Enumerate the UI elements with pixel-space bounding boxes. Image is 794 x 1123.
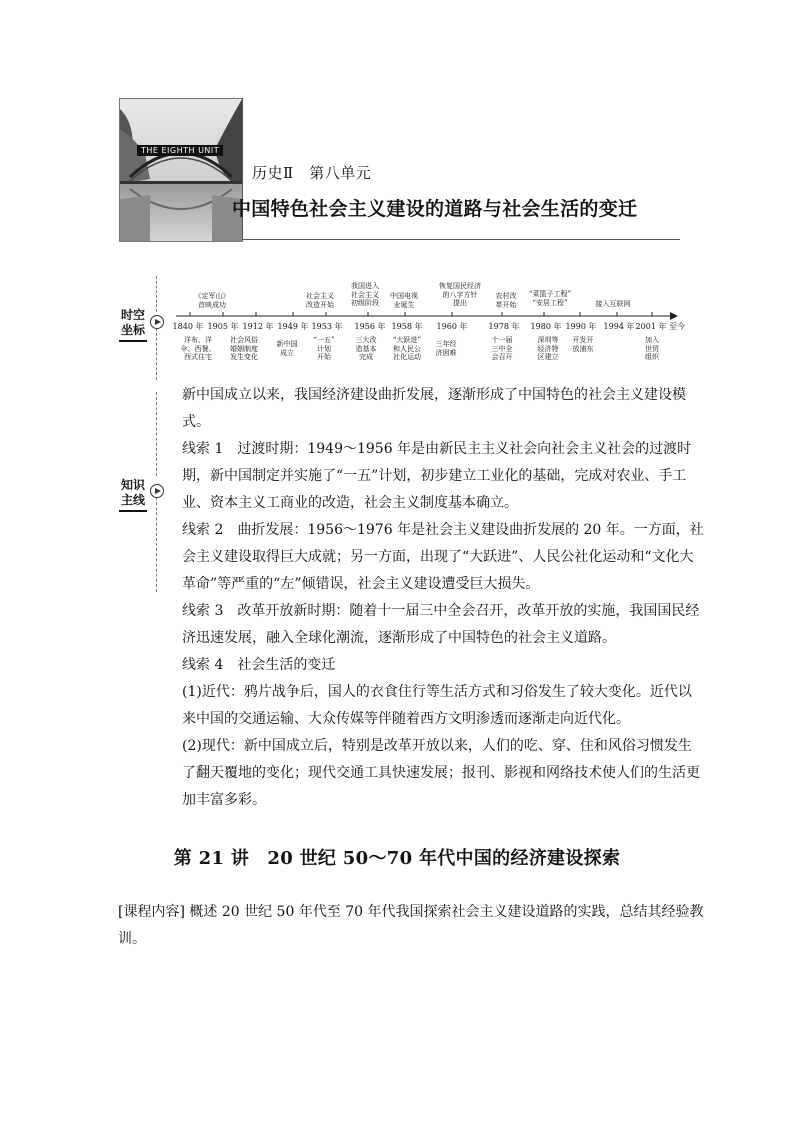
clue-4-early-modern-paragraph: (1)近代：鸦片战争后，国人的衣食住行等生活方式和习俗发生了较大变化。近代以来中国的交通运输、大众传媒等伴随着西方文明渗透而逐渐走向近代化。 <box>182 684 692 727</box>
lecture-title: 第 21 讲 20 世纪 50～70 年代中国的经济建设探索 <box>173 848 621 869</box>
timeline-year: 1840 年 <box>172 322 204 331</box>
timeline-year: 1980 年 <box>530 322 562 331</box>
timeline-event-above <box>390 292 418 309</box>
event-line: 济困难 <box>435 348 457 357</box>
timeline-event-below <box>313 336 334 362</box>
timeline-event-below <box>538 336 559 362</box>
section-subtitle: 历史Ⅱ 第八单元 <box>252 164 372 182</box>
event-line: 成立 <box>280 348 294 357</box>
timeline-year: 1994 年 <box>603 322 635 331</box>
clue-4-heading: 线索 4 社会生活的变迁 <box>182 657 336 673</box>
timeline-event-below <box>492 336 513 362</box>
event-line: 加入 <box>645 336 659 344</box>
event-line: “菜篮子工程” <box>528 290 572 298</box>
timeline-event-below <box>436 340 457 357</box>
event-line: 新中国 <box>276 340 298 348</box>
timeline-event-above <box>195 292 230 309</box>
knowledge-label-line-2: 主线 <box>120 493 145 507</box>
event-line: 我国进入 <box>351 282 379 290</box>
event-line: 《定军山》 <box>194 292 230 300</box>
bridge-photo-illustration <box>120 99 242 241</box>
timeline-year: 1960 年 <box>436 322 468 331</box>
timeline-divider-top <box>156 276 157 312</box>
event-line: 的八字方针 <box>442 290 478 299</box>
timeline-year: 至今 <box>669 322 685 331</box>
timeline-event-above <box>439 282 481 308</box>
event-line: 提出 <box>453 299 467 307</box>
timeline-event-below <box>356 336 377 362</box>
event-line: 改造开始 <box>306 300 334 309</box>
timeline-event-above <box>529 290 571 307</box>
timeline-event-below <box>393 336 421 362</box>
event-line: “一五” <box>313 336 335 344</box>
knowledge-label-underline <box>119 510 147 512</box>
event-line: 中国电视 <box>390 292 418 300</box>
timeline-year: 1905 年 <box>207 322 239 331</box>
timeline-event-above <box>306 292 334 309</box>
event-line: 开发开 <box>572 336 594 344</box>
timeline-event-below <box>645 336 659 362</box>
timeline-year: 1978 年 <box>488 322 520 331</box>
event-line: 恢复国民经济 <box>439 282 481 290</box>
clue-3-paragraph: 线索 3 改革开放新时期：随着十一届三中全会召开，改革开放的实施，我国国民经济迅速发展，融入全球化潮流，逐渐形成了中国特色的社会主义道路。 <box>182 603 700 646</box>
header-divider-horizontal <box>242 239 680 240</box>
event-line: 世贸 <box>645 344 659 353</box>
event-line: “安居工程” <box>532 298 568 307</box>
knowledge-label-line-1: 知识 <box>120 478 145 492</box>
event-line: 十一届 <box>491 336 513 344</box>
unit-label-banner: THE EIGHTH UNIT <box>137 145 223 156</box>
event-line: 洋布、洋 <box>184 336 212 344</box>
event-line: 三中全 <box>491 344 513 353</box>
event-line: 开始 <box>316 353 331 361</box>
timeline-divider-bottom <box>156 328 157 380</box>
clue-1-paragraph: 线索 1 过渡时期：1949～1956 年是由新民主主义社会向社会主义社会的过渡时期，新中国制定并实施了“一五”计划，初步建立工业化的基础，完成对农业、手工业、资本主义工商业的改造，社会主义制度基本确立。 <box>182 441 692 511</box>
timeline-section-label <box>116 308 150 342</box>
timeline-event-below <box>573 336 594 353</box>
history-timeline <box>172 262 692 380</box>
event-line: 伞、西餐、 <box>180 344 216 353</box>
timeline-label-underline <box>119 340 147 342</box>
knowledge-divider-top <box>156 392 157 476</box>
timeline-year: 1912 年 <box>242 322 274 331</box>
knowledge-divider-bottom <box>156 492 157 592</box>
timeline-year: 1958 年 <box>391 322 423 331</box>
timeline-event-above <box>496 292 517 309</box>
timeline-year: 1953 年 <box>311 322 343 331</box>
play-circle-icon <box>150 484 164 498</box>
event-line: 和人民公 <box>392 344 421 353</box>
event-line: 接入互联网 <box>595 300 631 308</box>
course-content <box>118 899 710 953</box>
clue-2-paragraph: 线索 2 曲折发展：1956～1976 年是社会主义建设曲折发展的 20 年。一方面，社会主义建设取得巨大成就；另一方面，出现了“大跃进”、人民公社化运动和“文化大革命”等严重的“左”倾错误，社会主义建设遭受巨大损失。 <box>182 522 704 592</box>
event-line: 社会主义 <box>351 290 379 299</box>
course-content-label: [课程内容] <box>118 904 185 920</box>
event-line: 首映成功 <box>198 300 226 309</box>
event-line: 社化运动 <box>392 353 421 361</box>
event-line: 发生变化 <box>230 353 258 361</box>
timeline-label-line-2: 坐标 <box>120 323 145 337</box>
timeline-event-below <box>277 340 298 357</box>
event-line: 革开始 <box>495 300 517 309</box>
timeline-year: 2001 年 <box>635 322 667 331</box>
course-content-text: 概述 20 世纪 50 年代至 70 年代我国探索社会主义建设道路的实践，总结其经验教训。 <box>118 904 704 947</box>
event-line: 西式住宅 <box>184 353 212 361</box>
play-circle-icon <box>150 315 164 329</box>
event-line: 计划 <box>316 344 331 353</box>
unit-title: 中国特色社会主义建设的道路与社会生活的变迁 <box>232 198 638 220</box>
timeline-event-above <box>596 300 631 309</box>
event-line: 组织 <box>645 353 659 361</box>
event-line: 区建立 <box>537 353 559 361</box>
event-line: 社会主义 <box>306 292 334 300</box>
event-line: 三年经 <box>435 340 457 348</box>
event-line: 初级阶段 <box>351 299 379 307</box>
event-line: 深圳等 <box>537 336 559 344</box>
timeline-event-above <box>351 282 379 308</box>
clue-4-contemporary-paragraph: (2)现代：新中国成立后，特别是改革开放以来，人们的吃、穿、住和风俗习惯发生了翻天覆地的变化；现代交通工具快速发展；报刊、影视和网络技术使人们的生活更加丰富多彩。 <box>182 738 700 808</box>
event-line: 会召开 <box>491 353 513 361</box>
timeline-year: 1990 年 <box>565 322 597 331</box>
timeline-event-below <box>230 336 258 362</box>
event-line: 三大改 <box>355 336 377 344</box>
timeline-event-below <box>181 336 216 362</box>
timeline-label-line-1: 时空 <box>120 308 145 322</box>
intro-paragraph: 新中国成立以来，我国经济建设曲折发展，逐渐形成了中国特色的社会主义建设模式。 <box>182 387 686 430</box>
event-line: 婚姻制度 <box>230 344 258 353</box>
event-line: 社会风俗 <box>230 336 258 344</box>
event-line: 农村改 <box>495 292 517 300</box>
event-line: 放浦东 <box>572 344 594 353</box>
timeline-year: 1956 年 <box>354 322 386 331</box>
knowledge-section-label <box>116 478 150 512</box>
unit-cover-photo <box>119 98 243 242</box>
event-line: 经济特 <box>537 344 559 353</box>
timeline-year: 1949 年 <box>277 322 309 331</box>
event-line: 造基本 <box>355 344 377 353</box>
event-line: “大跃进” <box>392 336 422 344</box>
event-line: 完成 <box>359 353 373 361</box>
event-line: 业诞生 <box>393 300 415 309</box>
